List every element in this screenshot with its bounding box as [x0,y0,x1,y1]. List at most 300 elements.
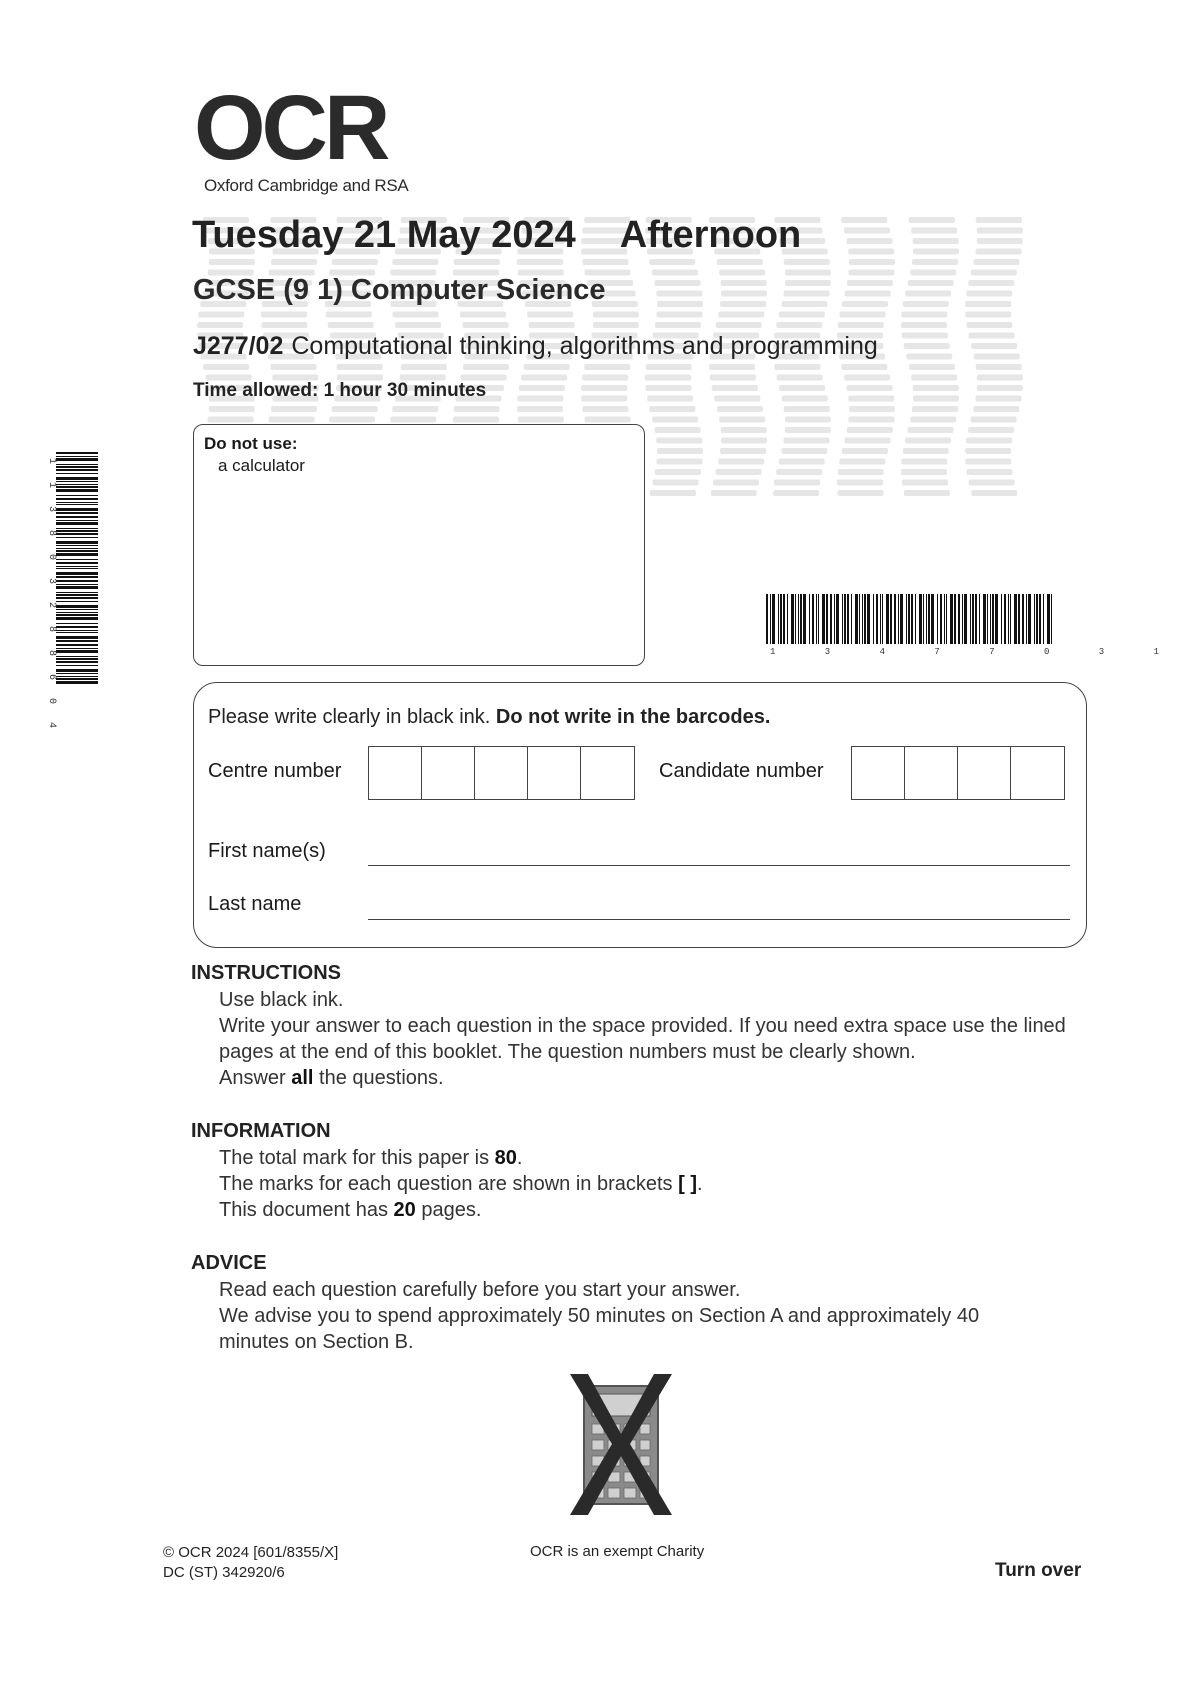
footer-reference: DC (ST) 342920/6 [163,1564,285,1581]
watermark-mark [328,322,374,328]
watermark-mark [784,291,830,297]
barcode-bar [56,572,98,575]
barcode-bar [56,530,98,532]
candidate-number-boxes[interactable] [851,746,1065,800]
watermark-mark [837,480,883,486]
watermark-mark [657,312,703,318]
barcode-bar [975,594,977,644]
watermark-mark [842,448,888,454]
barcode-bar [56,626,98,628]
watermark-mark [269,417,315,423]
barcode-bar [56,586,98,589]
barcode-bar [56,601,98,602]
centre-digit-box[interactable] [475,747,528,799]
barcode-bar [812,594,814,644]
watermark-mark [847,385,893,391]
instruction-line: Answer all the questions. [219,1067,444,1089]
watermark-mark [905,438,951,444]
watermark-mark [976,249,1022,255]
watermark-mark [652,417,698,423]
write-clearly-instruction [208,706,770,729]
watermark-mark [904,490,950,496]
barcode-bar [56,658,98,660]
exam-subject: GCSE (9 1) Computer Science [193,274,606,306]
paper-title-line [193,332,878,361]
watermark-mark [453,417,499,423]
information-line: This document has 20 pages. [219,1199,482,1221]
horizontal-barcode [766,594,1182,657]
barcode-bar [56,504,98,505]
information-body [219,1145,1099,1223]
barcode-bar [890,594,892,644]
barcode-bar [1028,594,1031,644]
watermark-mark [847,238,893,244]
watermark-mark [774,364,820,370]
barcode-bar [900,594,903,644]
watermark-mark [649,259,695,265]
watermark-mark [785,417,831,423]
barcode-bar [56,614,98,616]
watermark-mark [906,354,952,360]
barcode-bar [908,594,910,644]
do-not-use-title: Do not use: [204,434,298,453]
watermark-mark [203,364,249,370]
watermark-mark [261,322,307,328]
watermark-mark [521,375,567,381]
watermark-mark [519,385,565,391]
advice-heading: ADVICE [191,1252,267,1274]
barcode-bar [937,594,938,644]
watermark-mark [593,312,639,318]
barcode-bar [844,594,846,644]
barcode-bar [770,594,771,644]
barcode-bar [56,623,98,624]
instruction-line: Use black ink. [219,989,344,1011]
advice-line: We advise you to spend approximately 50 minutes on Section A and approximately 40 minutes on Section B. [219,1305,980,1353]
watermark-mark [849,270,895,276]
watermark-mark [782,301,828,307]
watermark-mark [848,396,894,402]
watermark-mark [646,385,692,391]
watermark-mark [908,427,954,433]
barcode-bar [800,594,802,644]
watermark-mark [721,438,767,444]
barcode-bar [56,495,98,496]
watermark-mark [326,312,372,318]
barcode-bar [56,617,98,620]
watermark-mark [517,406,563,412]
watermark-mark [901,469,947,475]
watermark-mark [838,469,884,475]
watermark-mark [655,427,701,433]
watermark-mark [717,406,763,412]
watermark-mark [902,480,948,486]
barcode-bar [822,594,825,644]
watermark-mark [460,312,506,318]
barcode-bar [56,548,98,549]
barcode-bar [954,594,956,644]
barcode-bar [56,676,98,677]
instruction-plain: Please write clearly in black ink. [208,706,491,728]
barcode-bar [56,533,98,535]
barcode-bar [56,566,98,567]
barcode-bar [1036,594,1038,644]
watermark-mark [653,480,699,486]
barcode-bar [836,594,839,644]
watermark-mark [209,406,255,412]
barcode-bar [798,594,799,644]
last-name-field[interactable] [368,919,1070,920]
exam-session: Afternoon [619,214,802,256]
barcode-bar [56,609,98,610]
watermark-mark [657,448,703,454]
watermark-mark [524,364,570,370]
watermark-mark [784,406,830,412]
barcode-bar [876,594,878,644]
watermark-mark [841,364,887,370]
centre-digit-box[interactable] [369,747,422,799]
barcode-bar [847,594,849,644]
watermark-mark [911,228,957,234]
barcode-bar [56,508,98,511]
barcode-bar [56,681,98,684]
barcode-bar [950,594,953,644]
watermark-mark [969,333,1015,339]
watermark-mark [718,312,764,318]
barcode-bar [56,469,98,471]
watermark-mark [784,438,830,444]
barcode-bar [56,484,98,485]
watermark-mark [776,469,822,475]
barcode-bar [56,489,98,492]
barcode-bar [56,630,98,631]
barcode-bar [56,661,98,663]
centre-number-boxes[interactable] [368,746,635,800]
barcode-bar [818,594,819,644]
watermark-mark [910,417,956,423]
barcode-bars [766,594,1052,644]
barcode-bar [56,553,98,556]
footer-copyright: © OCR 2024 [601/8355/X] [163,1544,339,1561]
barcode-bar [56,550,98,552]
watermark-mark [209,259,255,265]
watermark-mark [966,438,1012,444]
watermark-mark [910,270,956,276]
candidate-number-label: Candidate number [659,760,824,782]
watermark-mark [655,469,701,475]
barcode-bar [867,594,870,644]
watermark-mark [581,385,627,391]
barcode-bar [1008,594,1009,644]
centre-digit-box[interactable] [581,747,634,799]
barcode-bar [862,594,863,644]
barcode-bar [56,673,98,674]
time-allowed: Time allowed: 1 hour 30 minutes [193,380,487,401]
watermark-mark [717,259,763,265]
information-heading: INFORMATION [191,1120,331,1142]
watermark-mark [845,291,891,297]
barcode-bar [56,644,98,646]
barcode-bar [964,594,967,644]
watermark-mark [401,364,447,370]
watermark-mark [713,480,759,486]
watermark-mark [393,312,439,318]
barcode-bar [970,594,971,644]
watermark-mark [776,322,822,328]
barcode-bar [826,594,828,644]
watermark-mark [965,459,1011,465]
watermark-mark [977,228,1023,234]
watermark-mark [785,270,831,276]
watermark-mark [976,217,1022,223]
watermark-mark [904,343,950,349]
barcode-bar [1018,594,1020,644]
watermark-mark [527,312,573,318]
watermark-mark [337,364,383,370]
barcode-bar [851,594,852,644]
instruction-line: Write your answer to each question in the space provided. If you need extra space use the lined pages at the end of this booklet. The question numbers must be clearly shown. [219,1015,1066,1063]
barcode-bar [880,594,881,644]
barcode-bar [56,473,98,474]
barcode-bar [1026,594,1027,644]
information-line: The total mark for this paper is 80. [219,1147,523,1169]
no-calculator-icon [566,1372,676,1517]
watermark-mark [581,396,627,402]
watermark-mark [977,238,1023,244]
barcode-bar [830,594,832,644]
barcode-bar [987,594,988,644]
watermark-mark [646,364,692,370]
watermark-mark [332,406,378,412]
watermark-mark [974,354,1020,360]
watermark-mark [655,322,701,328]
barcode-bar [56,477,98,480]
vertical-barcode [44,452,100,735]
barcode-bar [1001,594,1002,644]
barcode-bar [926,594,927,644]
watermark-mark [913,249,959,255]
barcode-bar [886,594,889,644]
watermark-mark [721,291,767,297]
watermark-mark [839,459,885,465]
exam-date-line [192,214,801,257]
watermark-mark [844,228,890,234]
barcode-bar [873,594,874,644]
watermark-mark [720,301,766,307]
ocr-logo: OCR [194,77,387,179]
watermark-mark [977,385,1023,391]
watermark-mark [395,322,441,328]
watermark-mark [971,343,1017,349]
watermark-mark [784,259,830,265]
barcode-bar [919,594,922,644]
barcode-bar [983,594,986,644]
barcode-bar [56,458,98,461]
barcode-bar [1034,594,1035,644]
watermark-mark [390,417,436,423]
exam-date: Tuesday 21 May 2024 [192,214,576,256]
paper-code: J277/02 [193,332,284,360]
watermark-mark [261,312,307,318]
barcode-bar [1022,594,1024,644]
barcode-bar [56,562,98,564]
barcode-bar [56,605,98,608]
barcode-bar [995,594,998,644]
candidate-digit-box[interactable] [958,747,1011,799]
barcode-bar [931,594,934,644]
watermark-mark [903,301,949,307]
candidate-digit-box[interactable] [905,747,958,799]
barcode-bar [859,594,860,644]
barcode-bar [803,594,806,644]
barcode-bar [56,452,98,454]
watermark-mark [329,417,375,423]
candidate-digit-box[interactable] [852,747,905,799]
watermark-mark [968,280,1014,286]
watermark-mark [454,406,500,412]
watermark-mark [517,259,563,265]
centre-digit-box[interactable] [422,747,475,799]
watermark-mark [657,301,703,307]
watermark-mark [845,438,891,444]
barcode-bar [778,594,779,644]
watermark-mark [721,427,767,433]
watermark-mark [847,427,893,433]
watermark-mark [902,333,948,339]
watermark-mark [781,448,827,454]
barcode-bar [791,594,794,644]
barcode-bar [56,636,98,639]
barcode-bar [772,594,775,644]
barcode-bar [56,597,98,599]
watermark-mark [656,438,702,444]
watermark-mark [463,322,509,328]
barcode-bar [783,594,785,644]
barcode-bar [842,594,843,644]
watermark-mark [901,322,947,328]
watermark-mark [965,312,1011,318]
watermark-mark [913,396,959,402]
horizontal-barcode-digits: 1 3 4 7 7 0 3 1 [770,647,1182,657]
watermark-mark [721,280,767,286]
watermark-mark [968,427,1014,433]
watermark-mark [773,490,819,496]
do-not-use-item: a calculator [218,456,305,475]
barcode-bar [972,594,974,644]
barcode-bar [56,481,98,482]
watermark-mark [971,490,1017,496]
barcode-bar [882,594,883,644]
barcode-bar [56,648,98,649]
barcode-bar [787,594,788,644]
barcode-bar [855,594,858,644]
watermark-mark [901,459,947,465]
watermark-mark [909,217,955,223]
barcode-bar [1004,594,1006,644]
footer-copyright-block [163,1543,338,1583]
barcode-bar [56,502,98,503]
watermark-mark [976,396,1022,402]
watermark-mark [779,312,825,318]
watermark-mark [849,259,895,265]
barcode-bar [911,594,913,644]
watermark-mark [905,291,951,297]
watermark-mark [716,469,762,475]
watermark-mark [844,375,890,381]
barcode-bar [946,594,947,644]
watermark-mark [518,417,564,423]
barcode-bar [56,669,98,672]
watermark-mark [782,396,828,402]
watermark-mark [974,259,1020,265]
watermark-mark [973,406,1019,412]
barcode-bar [56,576,98,578]
centre-digit-box[interactable] [528,747,581,799]
barcode-bar [1043,594,1044,644]
watermark-mark [908,280,954,286]
barcode-bar [56,559,98,560]
watermark-mark [585,417,631,423]
barcode-bar [56,522,98,525]
watermark-mark [779,385,825,391]
watermark-mark [909,364,955,370]
barcode-bar [56,580,98,582]
barcode-bar [944,594,945,644]
barcode-bar [56,632,98,633]
watermark-mark [969,480,1015,486]
watermark-mark [774,480,820,486]
watermark-mark [840,312,886,318]
barcode-bar [940,594,942,644]
watermark-mark [779,459,825,465]
barcode-bar [56,612,98,613]
barcode-bar [1051,594,1052,644]
watermark-mark [777,375,823,381]
watermark-mark [849,406,895,412]
barcode-bar [928,594,930,644]
watermark-mark [650,490,696,496]
barcode-bars [56,452,98,684]
watermark-mark [785,427,831,433]
barcode-bar [56,466,98,468]
watermark-mark [712,385,758,391]
watermark-mark [965,301,1011,307]
watermark-mark [197,322,243,328]
watermark-mark [719,417,765,423]
watermark-mark [714,396,760,402]
first-name-field[interactable] [368,865,1070,866]
watermark-mark [584,364,630,370]
watermark-mark [719,270,765,276]
barcode-bar [56,464,98,465]
barcode-bar [56,656,98,657]
instructions-heading: INSTRUCTIONS [191,962,341,984]
barcode-bar [766,594,768,644]
barcode-bar [816,594,817,644]
watermark-mark [965,448,1011,454]
information-line: The marks for each question are shown in brackets [ ]. [219,1173,703,1195]
watermark-mark [849,417,895,423]
watermark-mark [710,375,756,381]
barcode-bar [979,594,980,644]
watermark-mark [582,406,628,412]
candidate-digit-box[interactable] [1011,747,1064,799]
barcode-bar [906,594,907,644]
watermark-mark [971,270,1017,276]
instruction-bold: Do not write in the barcodes. [495,706,771,728]
watermark-mark [718,459,764,465]
barcode-bar [834,594,835,644]
